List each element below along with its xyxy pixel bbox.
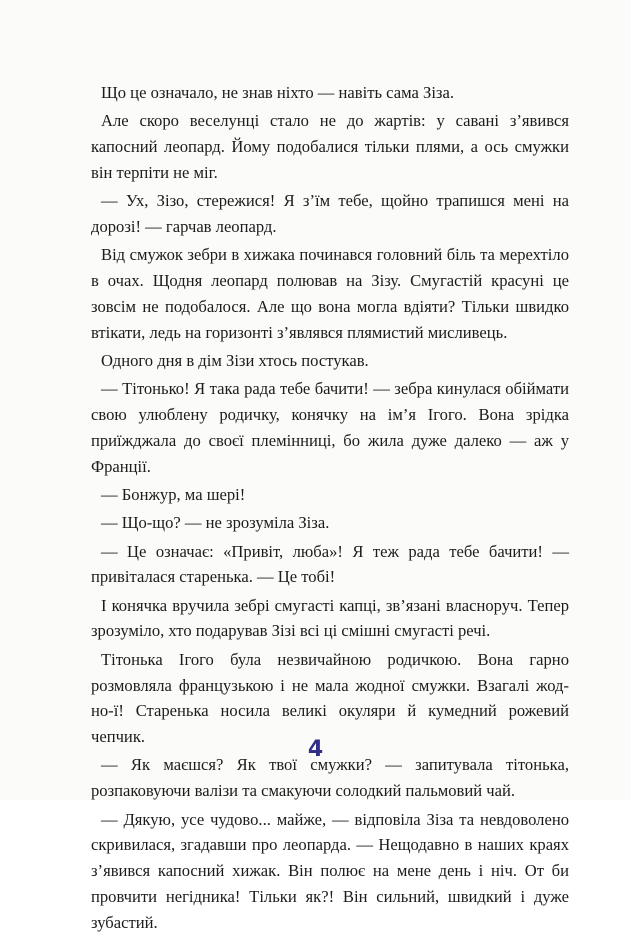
paragraph: — Що-що? — не зрозуміла Зіза. [101, 513, 330, 533]
paragraph: Що це означало, не знав ніхто — навіть сама Зіза. [101, 83, 454, 102]
paragraph: Тітонька Ігого була незвичайною родичкою. Вона гарно розмовляла французькою і не мала жодної смужки. Взагалі жод-но-ї! Старенька носила великі окуляри й кумедний рожевий чепчик. [91, 649, 569, 747]
paragraph: — Ух, Зізо, стережися! Я з’їм тебе, щойно трапишся мені на дорозі! — гарчав леопард. [91, 191, 569, 236]
paragraph: — Це означає: «Привіт, люба»! Я теж рада тебе бачити! — привіталася старенька. — Це тобі! [91, 541, 569, 587]
page-number: 4 [307, 737, 324, 762]
paragraph: І конячка вручила зебрі смугасті капці, зв’язані власноруч. Тепер зрозуміло, хто подарував Зізі всі ці смішні смугасті речі. [91, 595, 569, 641]
paragraph: — Як маєшся? Як твої смужки? — запитувала тітонька, розпаковуючи валізи та смакуючи солодкий пальмовий чай. [91, 755, 569, 801]
paragraph: — Бонжур, ма шері! [101, 484, 246, 504]
paragraph: — Тітонько! Я така рада тебе бачити! — зебра кинулася обіймати свою улюблену родичку, конячку на ім’я Ігого. Вона зрідка приїжджала до своєї племінниці, бо жила дуже далеко — аж у Франції. [91, 379, 569, 476]
paragraph: Але скоро веселунці стало не до жартів: у савані з’явився капосний леопард. Йому подобалися тільки плями, а ось смужки він терпіти не міг. [91, 111, 569, 182]
story-text [91, 80, 569, 938]
paragraph: Одного дня в дім Зізи хтось постукав. [101, 350, 369, 370]
paragraph: Від смужок зебри в хижака починався головний біль та мерехтіло в очах. Щодня леопард полював на Зізу. Смугастій красуні це зовсім не подобалося. Але що вона могла вдіяти? Тільки швидко втікати, ледь на горизонті з’являвся плямистий мисливець. [91, 245, 569, 342]
paragraph: — Дякую, усе чудово... майже, — відповіла Зіза та невдоволено скривилася, згадавши про леопарда. — Нещодавно в наших краях з’явився капосний хижак. Він полює на мене день і ніч. От би провчити негідника! Тільки як?! Він сильний, швидкий і дуже зубастий. [91, 809, 569, 932]
